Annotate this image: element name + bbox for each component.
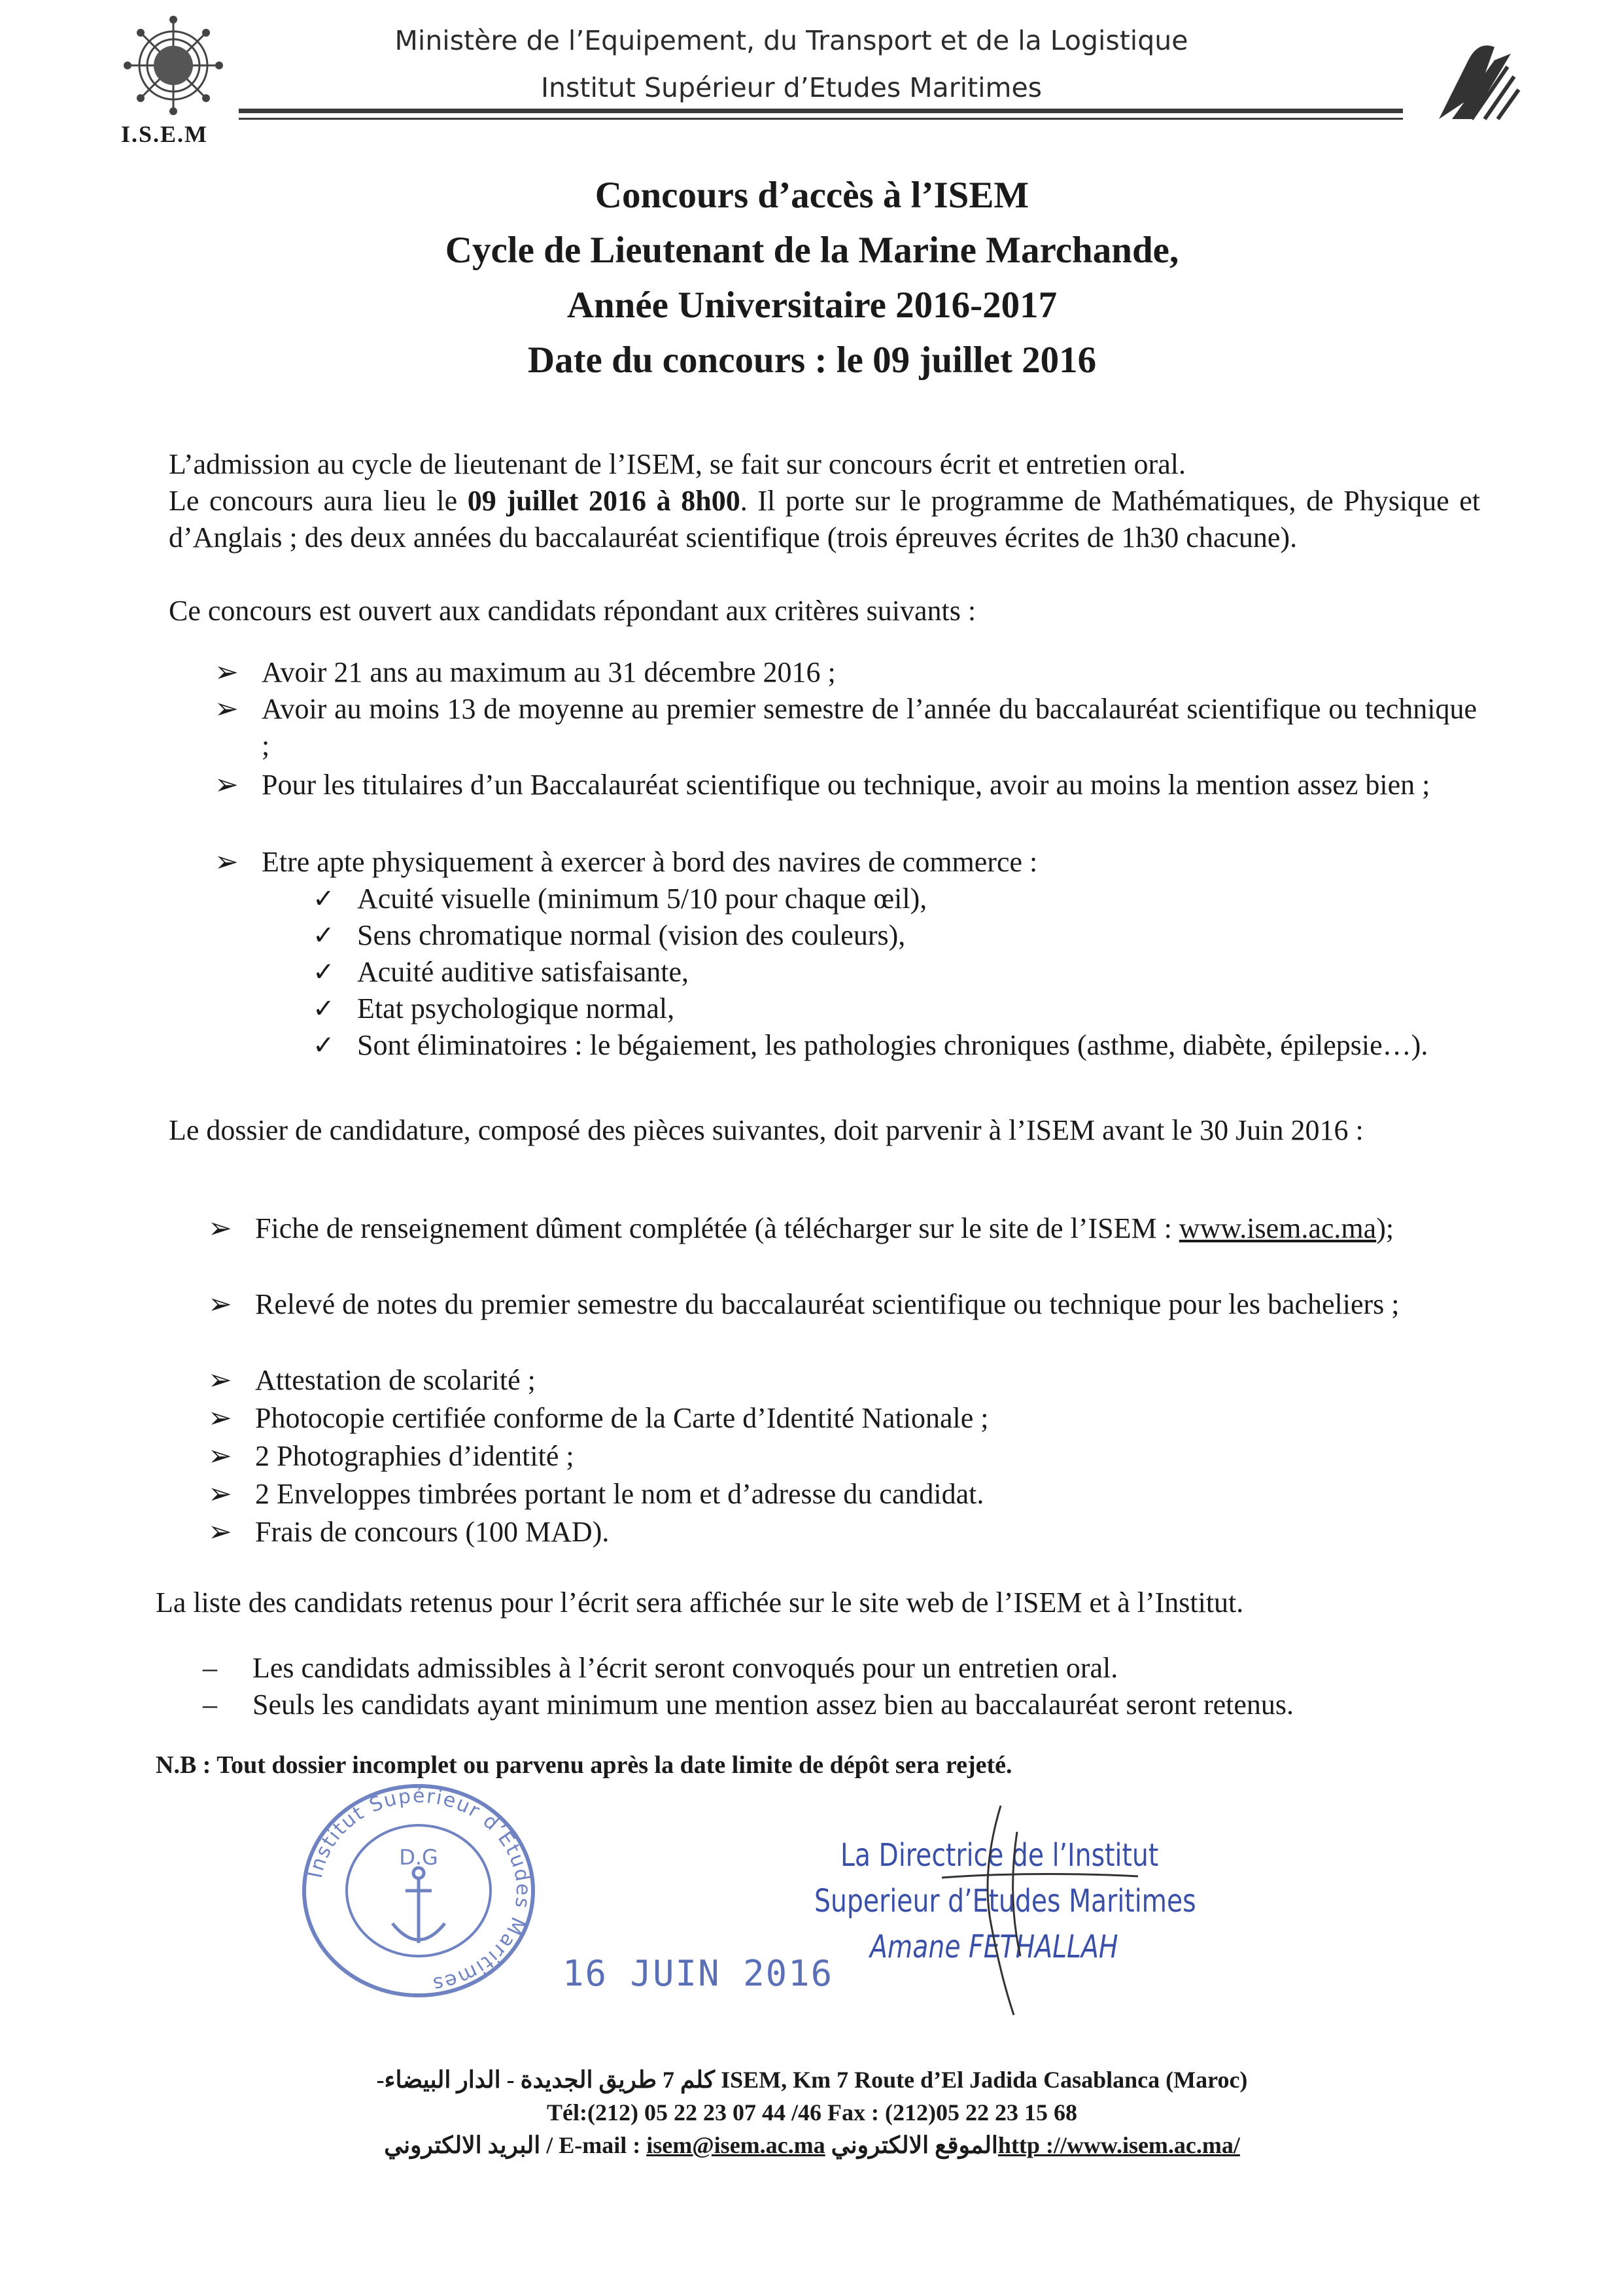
list-item: ➢ Photocopie certifiée conforme de la Carte d’Identité Nationale ; <box>208 1400 1480 1437</box>
arrow-bullet-icon: ➢ <box>215 693 239 725</box>
signature-name: Amane FETHALLAH <box>870 1929 1118 1965</box>
arrow-bullet-icon: ➢ <box>208 1478 232 1510</box>
stamp-center-text: D.G <box>399 1845 438 1870</box>
isem-website-link[interactable]: www.isem.ac.ma <box>1179 1212 1377 1244</box>
title-line-4: Date du concours : le 09 juillet 2016 <box>527 340 1097 381</box>
exam-date: 09 juillet 2016 à 8h00 <box>467 485 740 517</box>
checkmark-icon: ✓ <box>313 884 335 913</box>
footer-address <box>0 2066 1624 2094</box>
dash-bullet: – <box>203 1689 217 1721</box>
list-item: – Seuls les candidats ayant minimum une mention assez bien au baccalauréat seront retenus. <box>203 1687 1498 1723</box>
title-line-2: Cycle de Lieutenant de la Marine Marchande, <box>445 230 1179 271</box>
dossier-intro: Le dossier de candidature, composé des pièces suivantes, doit parvenir à l’ISEM avant le 30 Juin 2016 : <box>169 1114 1364 1146</box>
footer-phone: Tél:(212) 05 22 23 07 44 /46 Fax : (212)05 22 23 15 68 <box>547 2099 1077 2126</box>
logo-caption: I.S.E.M <box>121 121 209 147</box>
checkmark-icon: ✓ <box>313 994 335 1023</box>
date-stamp: 16 JUIN 2016 <box>562 1953 834 1994</box>
list-item: ➢ Avoir au moins 13 de moyenne au premier semestre de l’année du baccalauréat scientifique ou technique ; <box>215 691 1477 764</box>
arrow-bullet-icon: ➢ <box>208 1402 232 1434</box>
arrow-bullet-icon: ➢ <box>208 1440 232 1472</box>
arrow-bullet-icon: ➢ <box>208 1516 232 1548</box>
list-item: ✓ Acuité auditive satisfaisante, <box>313 954 1477 990</box>
title-line-3: Année Universitaire 2016-2017 <box>566 285 1058 326</box>
handwritten-signature <box>903 1793 1138 2028</box>
checkmark-icon: ✓ <box>313 920 335 950</box>
exam-suffix: . Il porte sur le programme de Mathématiques, de Physique et d’Anglais ; des deux années du baccalauréat scientifique (trois épreuves écrites de 1h30 chacune). <box>169 485 1480 553</box>
list-item: ➢ Fiche de renseignement dûment complétée (à télécharger sur le site de l’ISEM : www.isem.ac.ma); <box>208 1210 1480 1247</box>
website-link[interactable]: http ://www.isem.ac.ma/ <box>997 2132 1240 2158</box>
header-rule <box>239 109 1403 113</box>
site-label-arabic: الموقع الالكتروني <box>831 2132 998 2158</box>
arrow-bullet-icon: ➢ <box>215 846 239 878</box>
title-line-1: Concours d’accès à l’ISEM <box>595 175 1029 216</box>
list-item: ➢ Attestation de scolarité ; <box>208 1362 1480 1399</box>
list-item: ➢ 2 Photographies d’identité ; <box>208 1438 1480 1475</box>
footer-contacts: البريد الالكتروني / E-mail : isem@isem.ac.ma الموقع الالكترونيhttp ://www.isem.ac.ma/ <box>384 2132 1240 2158</box>
arrow-bullet-icon: ➢ <box>215 656 239 688</box>
list-item: ✓ Etat psychologique normal, <box>313 990 1477 1027</box>
arrow-bullet-icon: ➢ <box>208 1212 232 1244</box>
exam-paragraph <box>169 483 1480 556</box>
arrow-bullet-icon: ➢ <box>215 769 239 801</box>
arrow-bullet-icon: ➢ <box>208 1364 232 1396</box>
list-notice: La liste des candidats retenus pour l’écrit sera affichée sur le site web de l’ISEM et à l’Institut. <box>156 1586 1244 1619</box>
email-link[interactable]: isem@isem.ac.ma <box>646 2132 825 2158</box>
address-arabic: كلم 7 طريق الجديدة - الدار البيضاء- <box>376 2067 716 2093</box>
criteria-intro: Ce concours est ouvert aux candidats répondant aux critères suivants : <box>169 595 976 627</box>
header-rule-thin <box>239 118 1403 120</box>
ministry-name: Ministère de l’Equipement, du Transport et de la Logistique <box>394 25 1188 56</box>
exam-prefix: Le concours aura lieu le <box>169 485 468 517</box>
list-item: ➢ Avoir 21 ans au maximum au 31 décembre 2016 ; <box>215 654 1477 691</box>
list-item: ✓ Acuité visuelle (minimum 5/10 pour chaque œil), <box>313 881 1477 917</box>
admission-paragraph: L’admission au cycle de lieutenant de l’ISEM, se fait sur concours écrit et entretien oral. <box>169 448 1186 480</box>
nb-notice: N.B : Tout dossier incomplet ou parvenu après la date limite de dépôt sera rejeté. <box>156 1751 1012 1779</box>
list-item: ➢ 2 Enveloppes timbrées portant le nom et d’adresse du candidat. <box>208 1476 1480 1513</box>
list-item: ✓ Sens chromatique normal (vision des couleurs), <box>313 917 1477 954</box>
emblem-logo <box>1432 34 1524 126</box>
address-latin: ISEM, Km 7 Route d’El Jadida Casablanca (Maroc) <box>721 2067 1248 2093</box>
email-label-arabic: البريد الالكتروني <box>384 2132 541 2158</box>
official-stamp <box>288 1773 549 2008</box>
signature-title: La Directrice de l’Institut <box>840 1837 1159 1874</box>
anchor-icon <box>392 1868 445 1943</box>
list-item: ➢ Relevé de notes du premier semestre du baccalauréat scientifique ou technique pour les bacheliers ; <box>208 1286 1480 1323</box>
list-item: ✓ Sont éliminatoires : le bégaiement, les pathologies chroniques (asthme, diabète, épilepsie…). <box>313 1027 1477 1064</box>
list-item: ➢ Pour les titulaires d’un Baccalauréat scientifique ou technique, avoir au moins la mention assez bien ; <box>215 767 1477 803</box>
checkmark-icon: ✓ <box>313 1030 335 1060</box>
list-item: – Les candidats admissibles à l’écrit seront convoqués pour un entretien oral. <box>203 1650 1498 1687</box>
list-item: ➢ Etre apte physiquement à exercer à bord des navires de commerce : <box>215 844 1477 881</box>
institute-name: Institut Supérieur d’Etudes Maritimes <box>540 72 1043 103</box>
isem-logo <box>105 14 242 119</box>
signature-institute: Superieur d’Etudes Maritimes <box>814 1883 1196 1919</box>
list-item: ➢ Frais de concours (100 MAD). <box>208 1514 1480 1550</box>
checkmark-icon: ✓ <box>313 957 335 987</box>
stamp-ring-text: Institut Supérieur d’Etudes Maritimes <box>303 1784 535 1996</box>
dash-bullet: – <box>203 1652 217 1684</box>
arrow-bullet-icon: ➢ <box>208 1288 232 1320</box>
